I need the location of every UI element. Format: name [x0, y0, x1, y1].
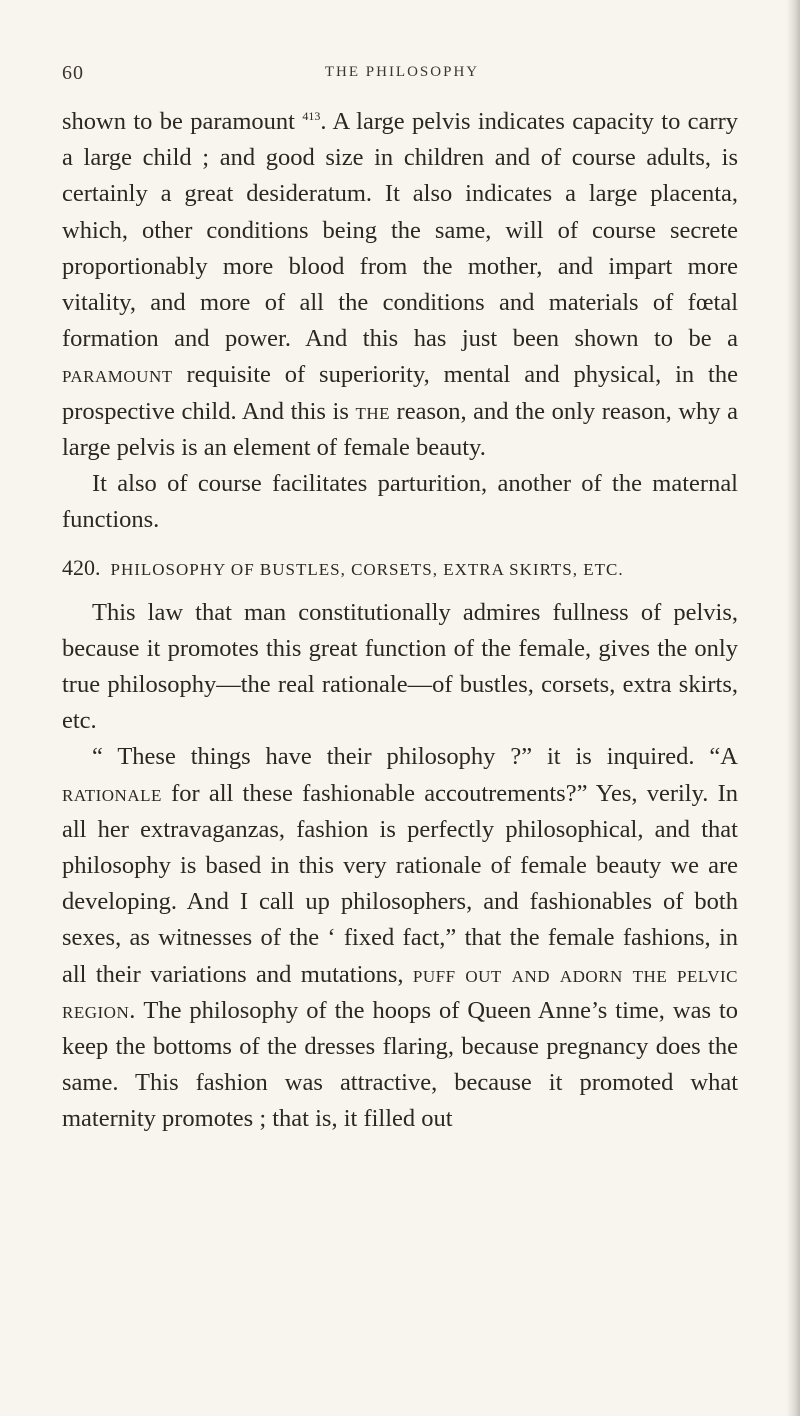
running-title: THE PHILOSOPHY	[324, 64, 480, 80]
reference-number: 413	[302, 108, 321, 123]
text-run: The philosophy of the hoops of Queen Anne’s time, was to keep the bottoms of the dresses flaring, because pregnancy does the same. This fashion was attractive, because it promoted what maternity promotes ; that is, it filled out	[62, 996, 738, 1133]
emphasis-small-caps: paramount	[62, 361, 173, 389]
page-number: 60	[62, 62, 84, 84]
paragraph: This law that man constitutionally admires fullness of pelvis, because it promotes this great function of the female, gives the only true philosophy—the real rationale—of bustles, corsets, extra skirts, etc.	[62, 598, 738, 735]
text-run: . A large pelvis indicates capacity to carry a large child ; and good size in children and of course adults, is certainly a great desideratum. It also indicates a large placenta, which, other conditions being the same, will of course secrete proportionably more blood from the mother, and impart more vitality, and more of all the conditions and materials of fœtal formation and power. And this has just been shown to be a	[62, 108, 738, 353]
emphasis-small-caps: the	[355, 397, 390, 425]
text-run: requisite of superiority, mental and physical, in the prospective child. And this is	[62, 361, 738, 425]
text-run: for all these fashionable accoutrements?” Yes, verily. In all her extravaganzas, fashion is perfectly philosophical, and that philosophy is based in this very rationale of female beauty we are developing. And I call up philosophers, and fashionables of both sexes, as witnesses of the ‘ fixed fact,” that the female fashions, in all their variations and mutations,	[62, 779, 738, 988]
page-header	[62, 62, 742, 90]
body-text	[62, 104, 738, 1138]
section-title: PHILOSOPHY OF BUSTLES, CORSETS, EXTRA SKIRTS, ETC.	[110, 560, 624, 580]
text-run: shown to be paramount	[62, 108, 303, 135]
text-run: “ These things have their philosophy ?” it is inquired. “A	[92, 743, 738, 771]
page-edge-shadow	[786, 0, 800, 1416]
emphasis-small-caps: rationale	[62, 779, 162, 807]
paragraph	[62, 104, 738, 466]
paragraph	[62, 739, 738, 1137]
text-run: reason, and the only reason, why a large pelvis is an element of female beauty.	[62, 397, 738, 461]
section-number: 420.	[62, 555, 101, 581]
section-heading	[62, 550, 738, 588]
paragraph: It also of course facilitates parturition, another of the maternal functions.	[62, 470, 738, 534]
emphasis-small-caps: puff out and adorn the pelvic region.	[62, 960, 738, 1024]
